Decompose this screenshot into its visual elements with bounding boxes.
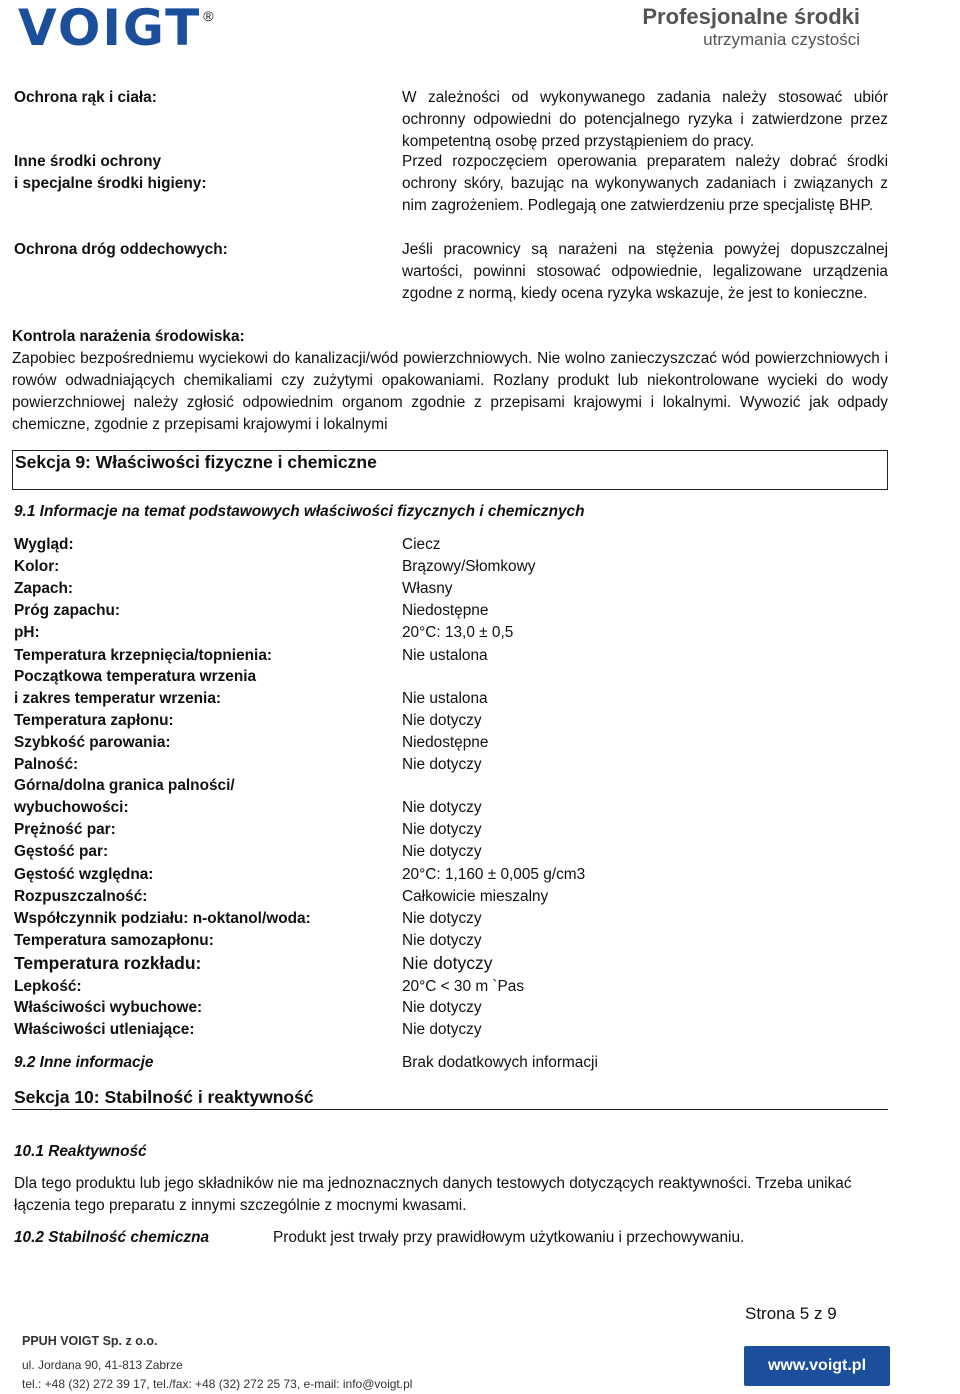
prop-value: Nie dotyczy xyxy=(402,799,482,816)
prop-label: i zakres temperatur wrzenia: xyxy=(14,690,221,707)
footer-website-link[interactable]: www.voigt.pl xyxy=(744,1346,890,1386)
footer-contact: tel.: +48 (32) 272 39 17, tel./fax: +48 (32) 272 25 73, e-mail: info@voigt.pl xyxy=(22,1377,413,1391)
respiratory-text: Jeśli pracownicy są narażeni na stężenia powyżej dopuszczalnej wartości, powinni stosować odpowiednie, legalizowane urządzenia zgodne z normą, kiedy ocena ryzyka wskazuje, że jest to konieczne. xyxy=(402,241,888,302)
footer-address: ul. Jordana 90, 41-813 Zabrze xyxy=(22,1358,183,1372)
prop-value: Nie dotyczy xyxy=(402,1021,482,1038)
section9-subheading: 9.1 Informacje na temat podstawowych właściwości fizycznych i chemicznych xyxy=(14,503,585,520)
prop-value: Niedostępne xyxy=(402,602,489,619)
prop-value: Nie dotyczy xyxy=(402,843,482,860)
prop-label: Współczynnik podziału: n-oktanol/woda: xyxy=(14,910,311,927)
prop-label: Szybkość parowania: xyxy=(14,734,171,751)
prop-value: Nie dotyczy xyxy=(402,932,482,949)
registered-mark: ® xyxy=(203,8,214,24)
stability-heading: 10.2 Stabilność chemiczna xyxy=(14,1229,210,1246)
prop-label: Gęstość par: xyxy=(14,843,109,860)
prop-label: Temperatura zapłonu: xyxy=(14,712,174,729)
prop-label: Początkowa temperatura wrzenia xyxy=(14,668,257,685)
header-title: Profesjonalne środki xyxy=(642,4,860,29)
section10-title: Sekcja 10: Stabilność i reaktywność xyxy=(14,1087,314,1107)
logo-text: VOIGT xyxy=(18,0,202,57)
prop-value: Własny xyxy=(402,580,453,597)
prop-label: Rozpuszczalność: xyxy=(14,888,148,905)
hygiene-label-line2: i specjalne środki higieny: xyxy=(14,175,207,192)
reactivity-text: Dla tego produktu lub jego składników nie ma jednoznacznych danych testowych dotyczących reaktywności. Trzeba unikać łączenia tego preparatu z innymi szczególnie z mocnymi kwasami. xyxy=(14,1175,852,1214)
prop-label: wybuchowości: xyxy=(14,799,129,816)
prop-label: Temperatura samozapłonu: xyxy=(14,932,214,949)
section9-title: Sekcja 9: Właściwości fizyczne i chemiczne xyxy=(15,452,377,472)
page-number: Strona 5 z 9 xyxy=(745,1304,837,1323)
prop-label: Próg zapachu: xyxy=(14,602,121,619)
prop-label: Zapach: xyxy=(14,580,74,597)
prop-value: Nie dotyczy xyxy=(402,756,482,773)
stability-text: Produkt jest trwały przy prawidłowym użytkowaniu i przechowywaniu. xyxy=(273,1229,745,1246)
prop-value: Nie dotyczy xyxy=(402,999,482,1016)
section10-divider xyxy=(12,1109,888,1110)
other-info-label: 9.2 Inne informacje xyxy=(14,1054,154,1071)
hand-protection-label: Ochrona rąk i ciała: xyxy=(14,89,157,106)
prop-label: pH: xyxy=(14,624,40,641)
prop-label: Gęstość względna: xyxy=(14,866,154,883)
prop-value: 20°C: 13,0 ± 0,5 xyxy=(402,624,514,641)
voigt-logo xyxy=(18,0,278,57)
environment-text: Zapobiec bezpośredniemu wyciekowi do kanalizacji/wód powierzchniowych. Nie wolno zanieczyszczać wód powierzchniowych i rowów odwadniających chemikaliami czy zużytymi opakowaniami. Rozlany produkt lub niekontrolowane wycieki do wody powierzchniowej należy zgłosić odpowiednim organom zgodnie z przepisami krajowymi i lokalnymi. Wywozić jak odpady chemiczne, zgodnie z przepisami krajowymi i lokalnymi xyxy=(12,350,888,433)
prop-value: 20°C < 30 m `Pas xyxy=(402,978,525,995)
prop-label: Wygląd: xyxy=(14,536,74,553)
environment-heading: Kontrola narażenia środowiska: xyxy=(12,328,245,345)
prop-label: Prężność par: xyxy=(14,821,116,838)
header-subtitle: utrzymania czystości xyxy=(703,30,860,49)
prop-value: Nie dotyczy xyxy=(402,953,493,973)
reactivity-heading: 10.1 Reaktywność xyxy=(14,1143,147,1160)
prop-label: Lepkość: xyxy=(14,978,82,995)
prop-value: Nie dotyczy xyxy=(402,821,482,838)
footer-company: PPUH VOIGT Sp. z o.o. xyxy=(22,1334,158,1348)
section9-title-box xyxy=(12,450,888,490)
prop-label: Właściwości utleniające: xyxy=(14,1021,195,1038)
prop-value: Całkowicie mieszalny xyxy=(402,888,549,905)
prop-label: Temperatura krzepnięcia/topnienia: xyxy=(14,647,273,664)
hygiene-text: Przed rozpoczęciem operowania preparatem należy dobrać środki ochrony skóry, bazując na wykonywanych zadaniach i związanych z nim zagrożeniem. Podlegają one zatwierdzeniu prze specjalistę BHP. xyxy=(402,153,888,214)
prop-label: Właściwości wybuchowe: xyxy=(14,999,203,1016)
prop-label: Temperatura rozkładu: xyxy=(14,953,202,973)
prop-value: Nie ustalona xyxy=(402,690,488,707)
hand-protection-text: W zależności od wykonywanego zadania należy stosować ubiór ochronny odpowiedni do potencjalnego ryzyka i zatwierdzone przez kompetentną osobę przed przystąpieniem do pracy. xyxy=(402,89,888,150)
hygiene-label-line1: Inne środki ochrony xyxy=(14,153,162,170)
prop-value: Nie dotyczy xyxy=(402,910,482,927)
prop-value: Nie dotyczy xyxy=(402,712,482,729)
prop-label: Palność: xyxy=(14,756,79,773)
prop-value: Niedostępne xyxy=(402,734,489,751)
prop-value: 20°C: 1,160 ± 0,005 g/cm3 xyxy=(402,866,586,883)
prop-value: Brązowy/Słomkowy xyxy=(402,558,536,575)
prop-value: Ciecz xyxy=(402,536,441,553)
respiratory-label: Ochrona dróg oddechowych: xyxy=(14,241,228,258)
prop-label: Górna/dolna granica palności/ xyxy=(14,777,235,794)
prop-value: Nie ustalona xyxy=(402,647,488,664)
other-info-value: Brak dodatkowych informacji xyxy=(402,1054,598,1071)
prop-label: Kolor: xyxy=(14,558,60,575)
